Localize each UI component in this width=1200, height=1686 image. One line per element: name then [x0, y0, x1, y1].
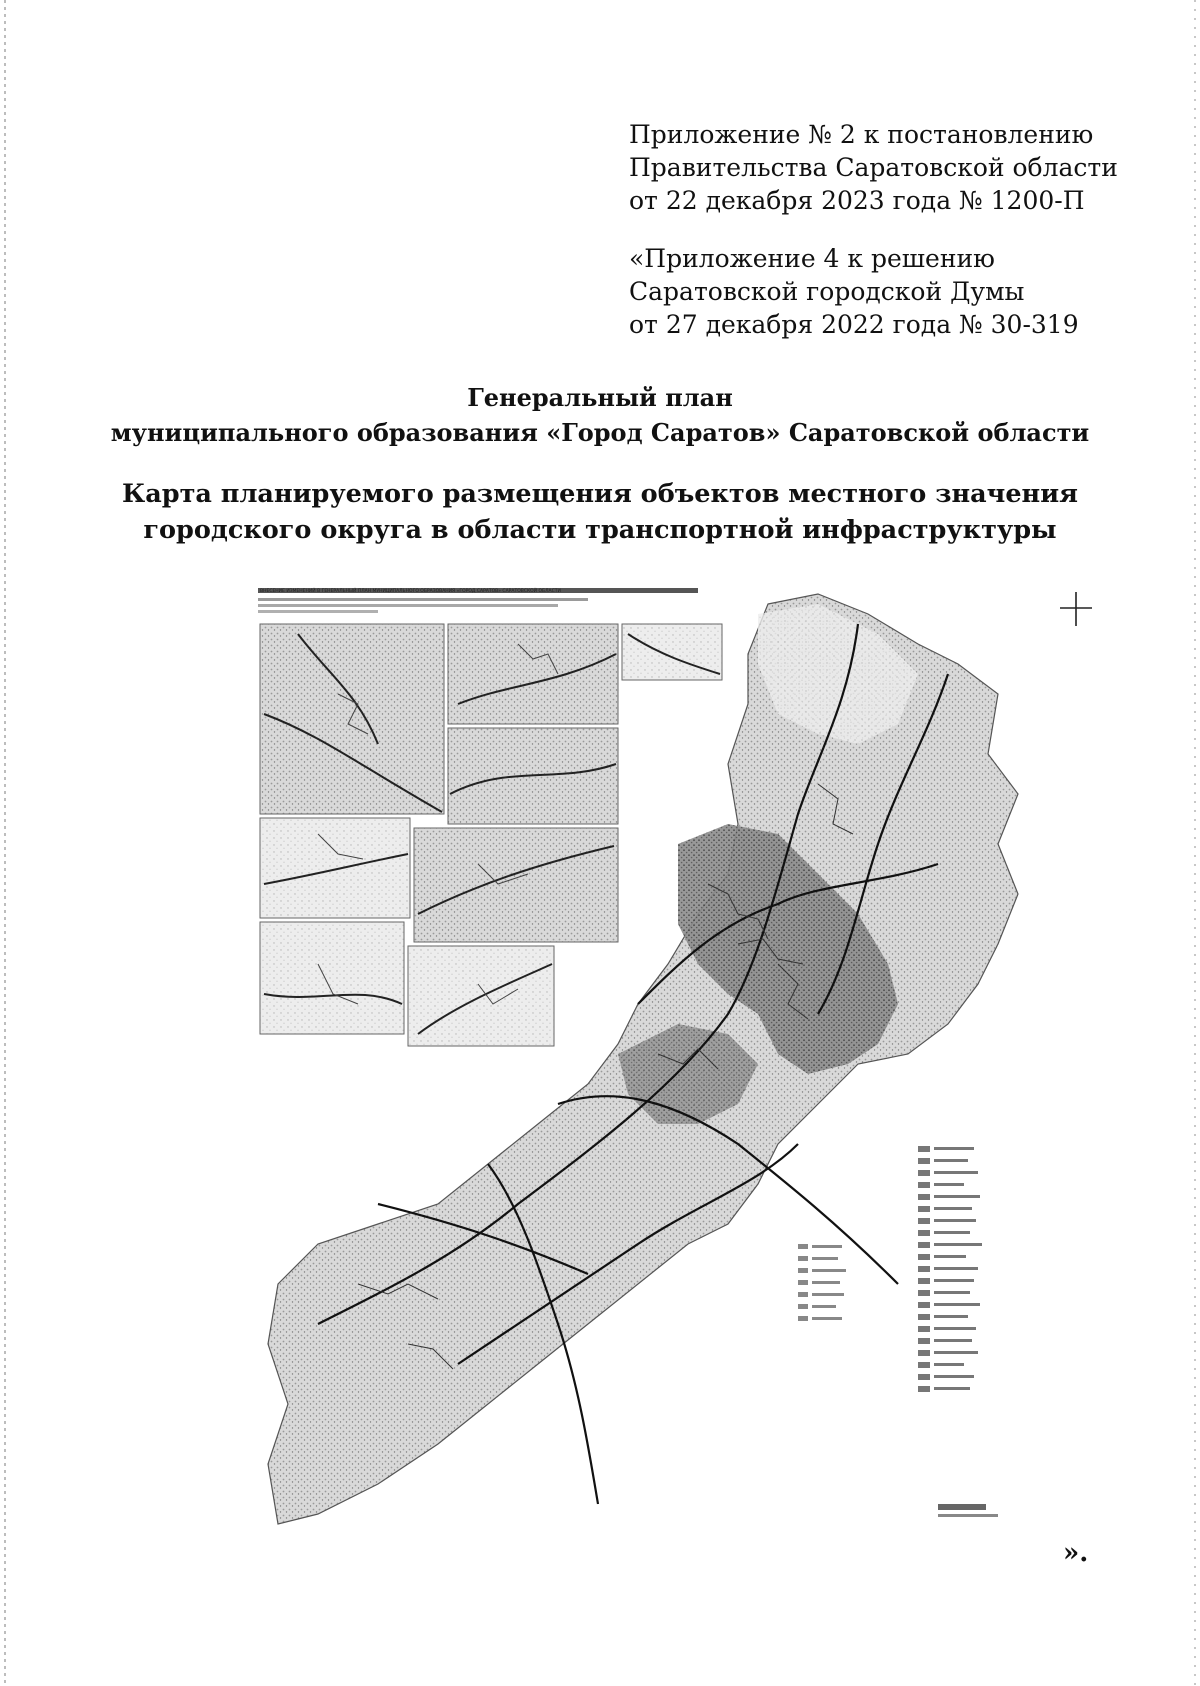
document-title — [0, 380, 1200, 450]
scan-left-edge — [4, 0, 6, 1686]
appendix-header — [629, 118, 1149, 341]
map-title — [0, 476, 1200, 548]
map-title-line-2: городского округа в области транспортной инфраструктуры — [143, 515, 1057, 545]
map-stamp — [938, 1504, 998, 1517]
decision-ref-line-3: от 27 декабря 2022 года № 30-319 — [629, 310, 1079, 339]
map-inner-heading — [258, 587, 698, 613]
transport-infrastructure-map — [258, 584, 1098, 1550]
title-line-2: муниципального образования «Город Саратов» Саратовской области — [110, 418, 1090, 447]
closing-quote-mark: ». — [1063, 1538, 1089, 1568]
map-legend — [798, 1134, 991, 1444]
appendix-line-1: Приложение № 2 к постановлению — [629, 120, 1094, 149]
decision-ref-line-1: «Приложение 4 к решению — [629, 244, 995, 273]
compass-cross-icon — [1060, 592, 1092, 626]
inset-maps — [260, 624, 722, 1046]
appendix-line-2: Правительства Саратовской области — [629, 153, 1118, 182]
title-line-1: Генеральный план — [467, 383, 733, 412]
map-inner-heading-text: ВНЕСЕНИЕ ИЗМЕНЕНИЙ В ГЕНЕРАЛЬНЫЙ ПЛАН МУНИЦИПАЛЬНОГО ОБРАЗОВАНИЯ «ГОРОД САРАТОВ» САРАТОВСКОЙ ОБЛАСТИ — [260, 589, 561, 594]
map-title-line-1: Карта планируемого размещения объектов местного значения — [122, 479, 1078, 509]
appendix-line-3: от 22 декабря 2023 года № 1200-П — [629, 186, 1085, 215]
scan-right-edge — [1194, 0, 1196, 1686]
decision-ref-line-2: Саратовской городской Думы — [629, 277, 1025, 306]
